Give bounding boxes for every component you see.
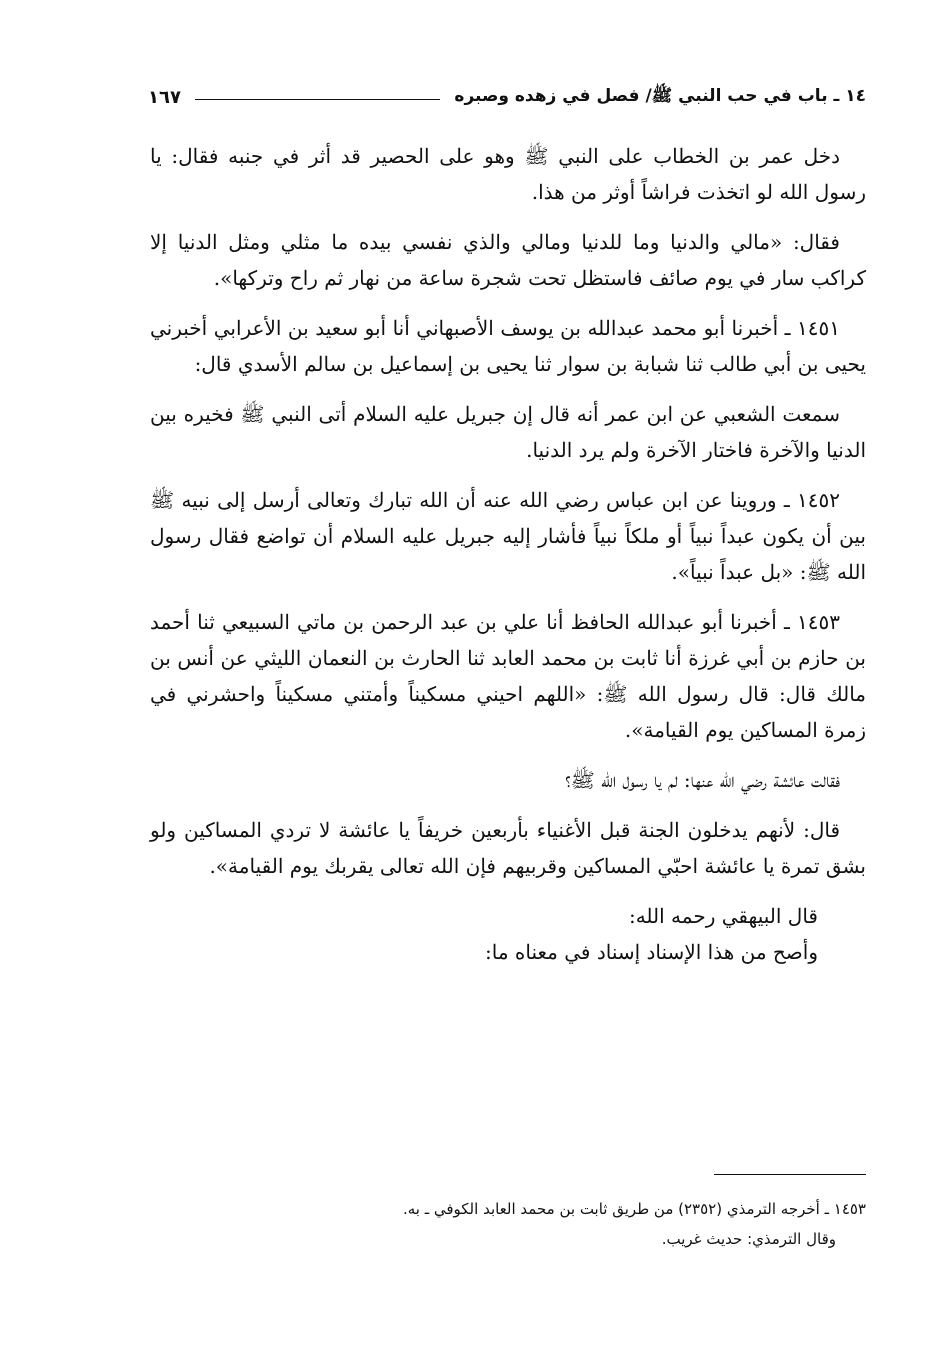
footnotes: [150, 1194, 866, 1254]
paragraph: ١٤٥١ ـ أخبرنا أبو محمد عبدالله بن يوسف الأصبهاني أنا أبو سعيد بن الأعرابي أخبرني يحيى بن أبي طالب ثنا شبابة بن سوار ثنا يحيى بن إسماعيل بن سالم الأسدي قال:: [150, 316, 866, 376]
main-text: [150, 138, 866, 974]
paragraph: فقالت عائشة رضي الله عنها: لم يا رسول الله ﷺ؟: [565, 768, 840, 792]
paragraph: قال البيهقي رحمه الله:: [628, 904, 818, 928]
paragraph: ١٤٥٢ ـ وروينا عن ابن عباس رضي الله عنه أن الله تبارك وتعالى أرسل إلى نبيه ﷺ بين أن يكون عبداً نبياً أو ملكاً نبياً فأشار إليه جبريل عليه السلام أن تواضع فقال رسول الله ﷺ: «بل عبداً نبياً».: [150, 488, 866, 584]
footnote-divider: [714, 1174, 866, 1175]
paragraph: سمعت الشعبي عن ابن عمر أنه قال إن جبريل عليه السلام أتى النبي ﷺ فخيره بين الدنيا والآخرة فاختار الآخرة ولم يرد الدنيا.: [150, 402, 866, 462]
paragraph: دخل عمر بن الخطاب على النبي ﷺ وهو على الحصير قد أثر في جنبه فقال: يا رسول الله لو اتخذت فراشاً أوثر من هذا.: [150, 144, 866, 204]
paragraph: فقال: «مالي والدنيا وما للدنيا ومالي والذي نفسي بيده ما مثلي ومثل الدنيا إلا كراكب سار في يوم صائف فاستظل تحت شجرة ساعة من نهار ثم راح وتركها».: [150, 230, 866, 290]
chapter-title: ١٤ ـ باب في حب النبي ﷺ/ فصل في زهده وصبره: [454, 85, 866, 106]
paragraph: وأصح من هذا الإسناد إسناد في معناه ما:: [485, 940, 818, 964]
footnote: ١٤٥٣ ـ أخرجه الترمذي (٢٣٥٢) من طريق ثابت بن محمد العابد الكوفي ـ به.: [402, 1200, 866, 1218]
header-rule: [195, 99, 440, 100]
footnote: وقال الترمذي: حديث غريب.: [661, 1230, 836, 1248]
page-number: ١٦٧: [148, 86, 181, 108]
paragraph: ١٤٥٣ ـ أخبرنا أبو عبدالله الحافظ أنا علي بن عبد الرحمن بن ماتي السبيعي ثنا أحمد بن حازم بن أبي غرزة أنا ثابت بن محمد العابد ثنا الحارث بن النعمان الليثي عن أنس بن مالك قال: قال رسول الله ﷺ: «اللهم احيني مسكيناً وأمتني مسكيناً واحشرني في زمرة المساكين يوم القيامة».: [150, 610, 866, 742]
paragraph: قال: لأنهم يدخلون الجنة قبل الأغنياء بأربعين خريفاً يا عائشة لا تردي المساكين ولو بشق تمرة يا عائشة احبّي المساكين وقربيهم فإن الله تعالى يقربك يوم القيامة».: [150, 818, 866, 878]
running-header: [148, 80, 866, 114]
